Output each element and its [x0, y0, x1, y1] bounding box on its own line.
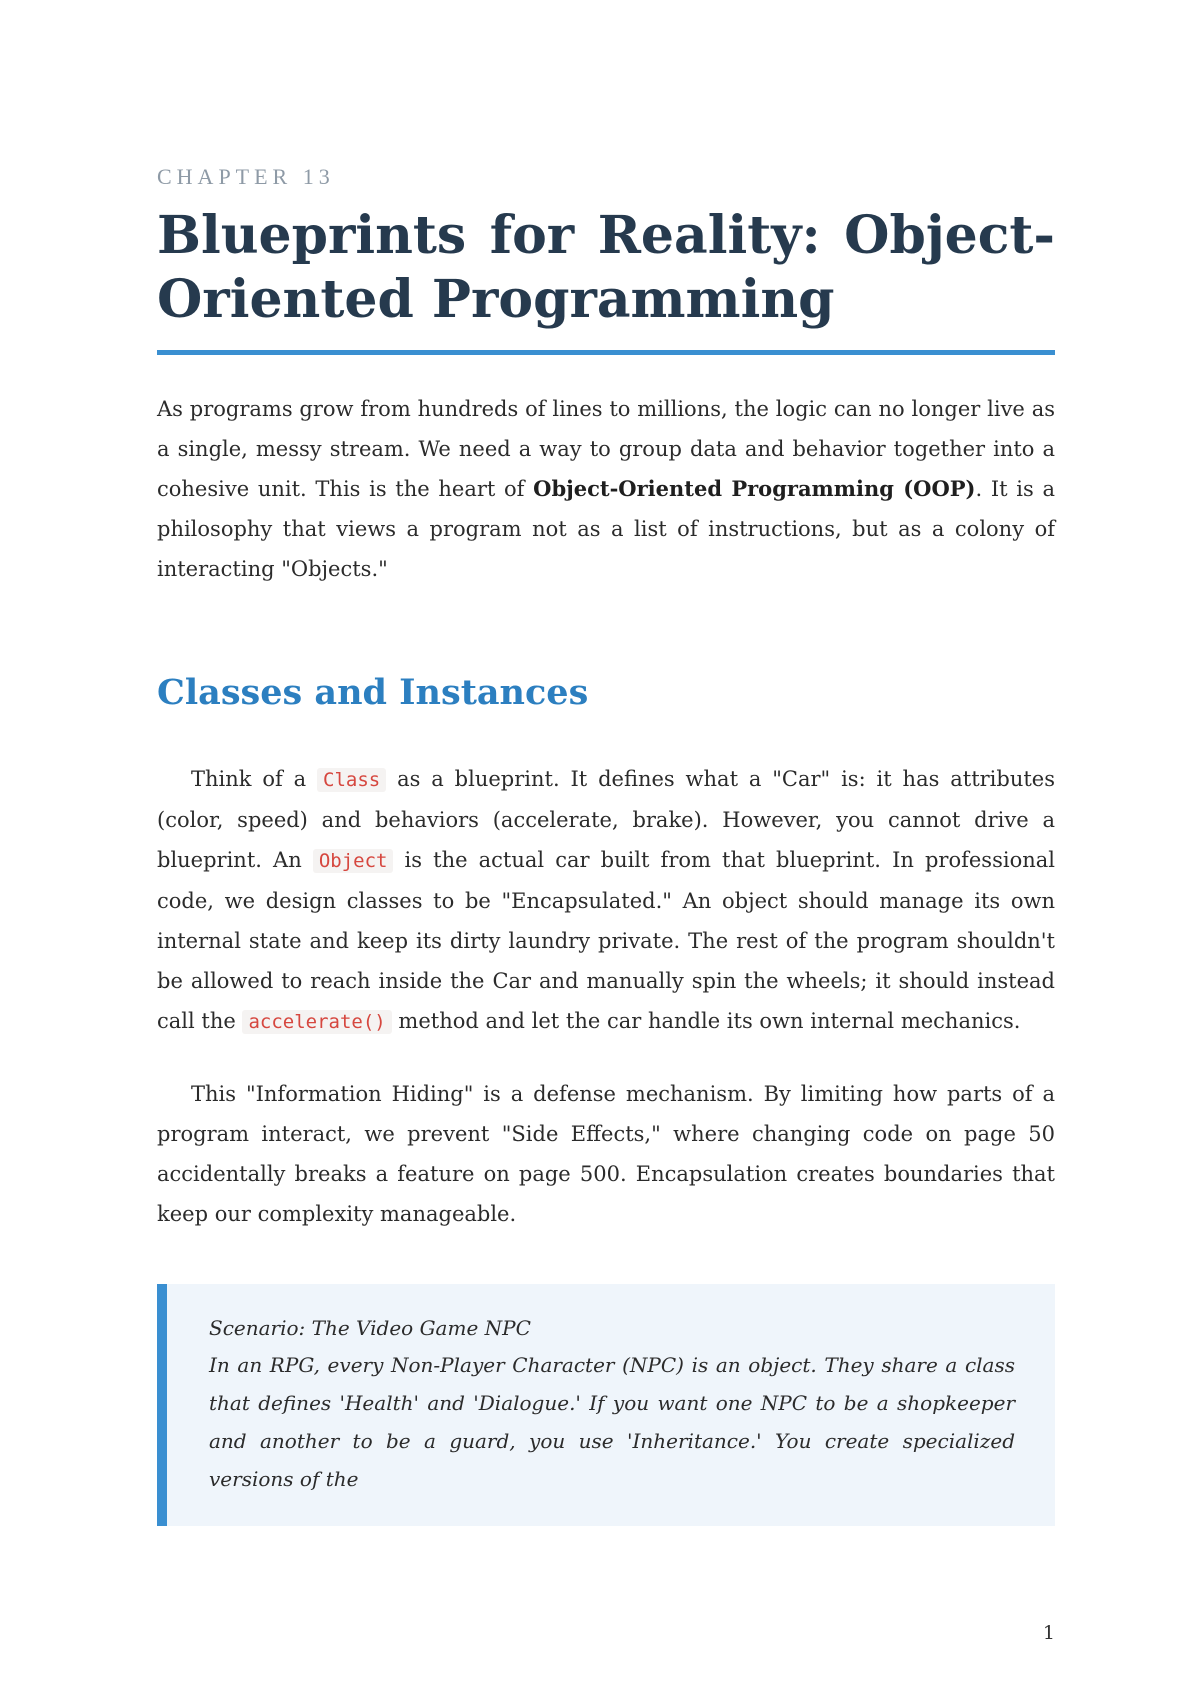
scenario-callout: [157, 1284, 1055, 1526]
para1-text-3: is the actual car built from that blueprint. In professional code, we design classes to be "Encapsulated." An object should manage its own internal state and keep its dirty laundry private. The rest of the program shouldn't be allowed to reach inside the Car and manually spin the wheels; it should instead call the: [157, 848, 1055, 1033]
para1-text-2: as a blueprint. It defines what a "Car" is: it has attributes (color, speed) and behaviors (accelerate, brake). However, you cannot drive a blueprint. An: [157, 767, 1055, 872]
para1-text-4: method and let the car handle its own internal mechanics.: [391, 1009, 1021, 1033]
inline-code-accelerate: accelerate(): [242, 1010, 391, 1034]
section-heading: Classes and Instances: [157, 672, 589, 713]
chapter-title: Blueprints for Reality: Object-Oriented Programming: [157, 205, 1055, 330]
inline-code-object: Object: [313, 849, 394, 873]
page-number: 1: [1042, 1622, 1055, 1644]
body-paragraph-2: This "Information Hiding" is a defense mechanism. By limiting how parts of a program interact, we prevent "Side Effects," where changing code on page 50 accidentally breaks a feature on page 500. Encapsulation creates boundaries that keep our complexity manageable.: [157, 1082, 1055, 1226]
page-content: [157, 150, 1055, 1526]
callout-title: Scenario: The Video Game NPC: [209, 1316, 531, 1340]
intro-text-2: . It is a philosophy that views a program not as a list of instructions, but as a colony of interacting "Objects.": [157, 477, 1055, 581]
intro-text-1: As programs grow from hundreds of lines to millions, the logic can no longer live as a single, messy stream. We need a way to group data and behavior together into a cohesive unit. This is the heart of: [157, 397, 1055, 501]
inline-code-class: Class: [317, 768, 386, 792]
callout-text: In an RPG, every Non-Player Character (NPC) is an object. They share a class that defines 'Health' and 'Dialogue.' If you want one NPC to be a shopkeeper and another to be a guard, you use 'Inheritance.' You create specialized versions of the: [209, 1353, 1015, 1491]
intro-bold-term: Object-Oriented Programming (OOP): [533, 476, 976, 501]
intro-paragraph: [157, 389, 1055, 589]
para1-text-1: Think of a: [191, 767, 318, 791]
chapter-label: CHAPTER 13: [157, 164, 335, 189]
body-paragraph-1: [157, 759, 1055, 1042]
title-divider: [157, 350, 1055, 355]
